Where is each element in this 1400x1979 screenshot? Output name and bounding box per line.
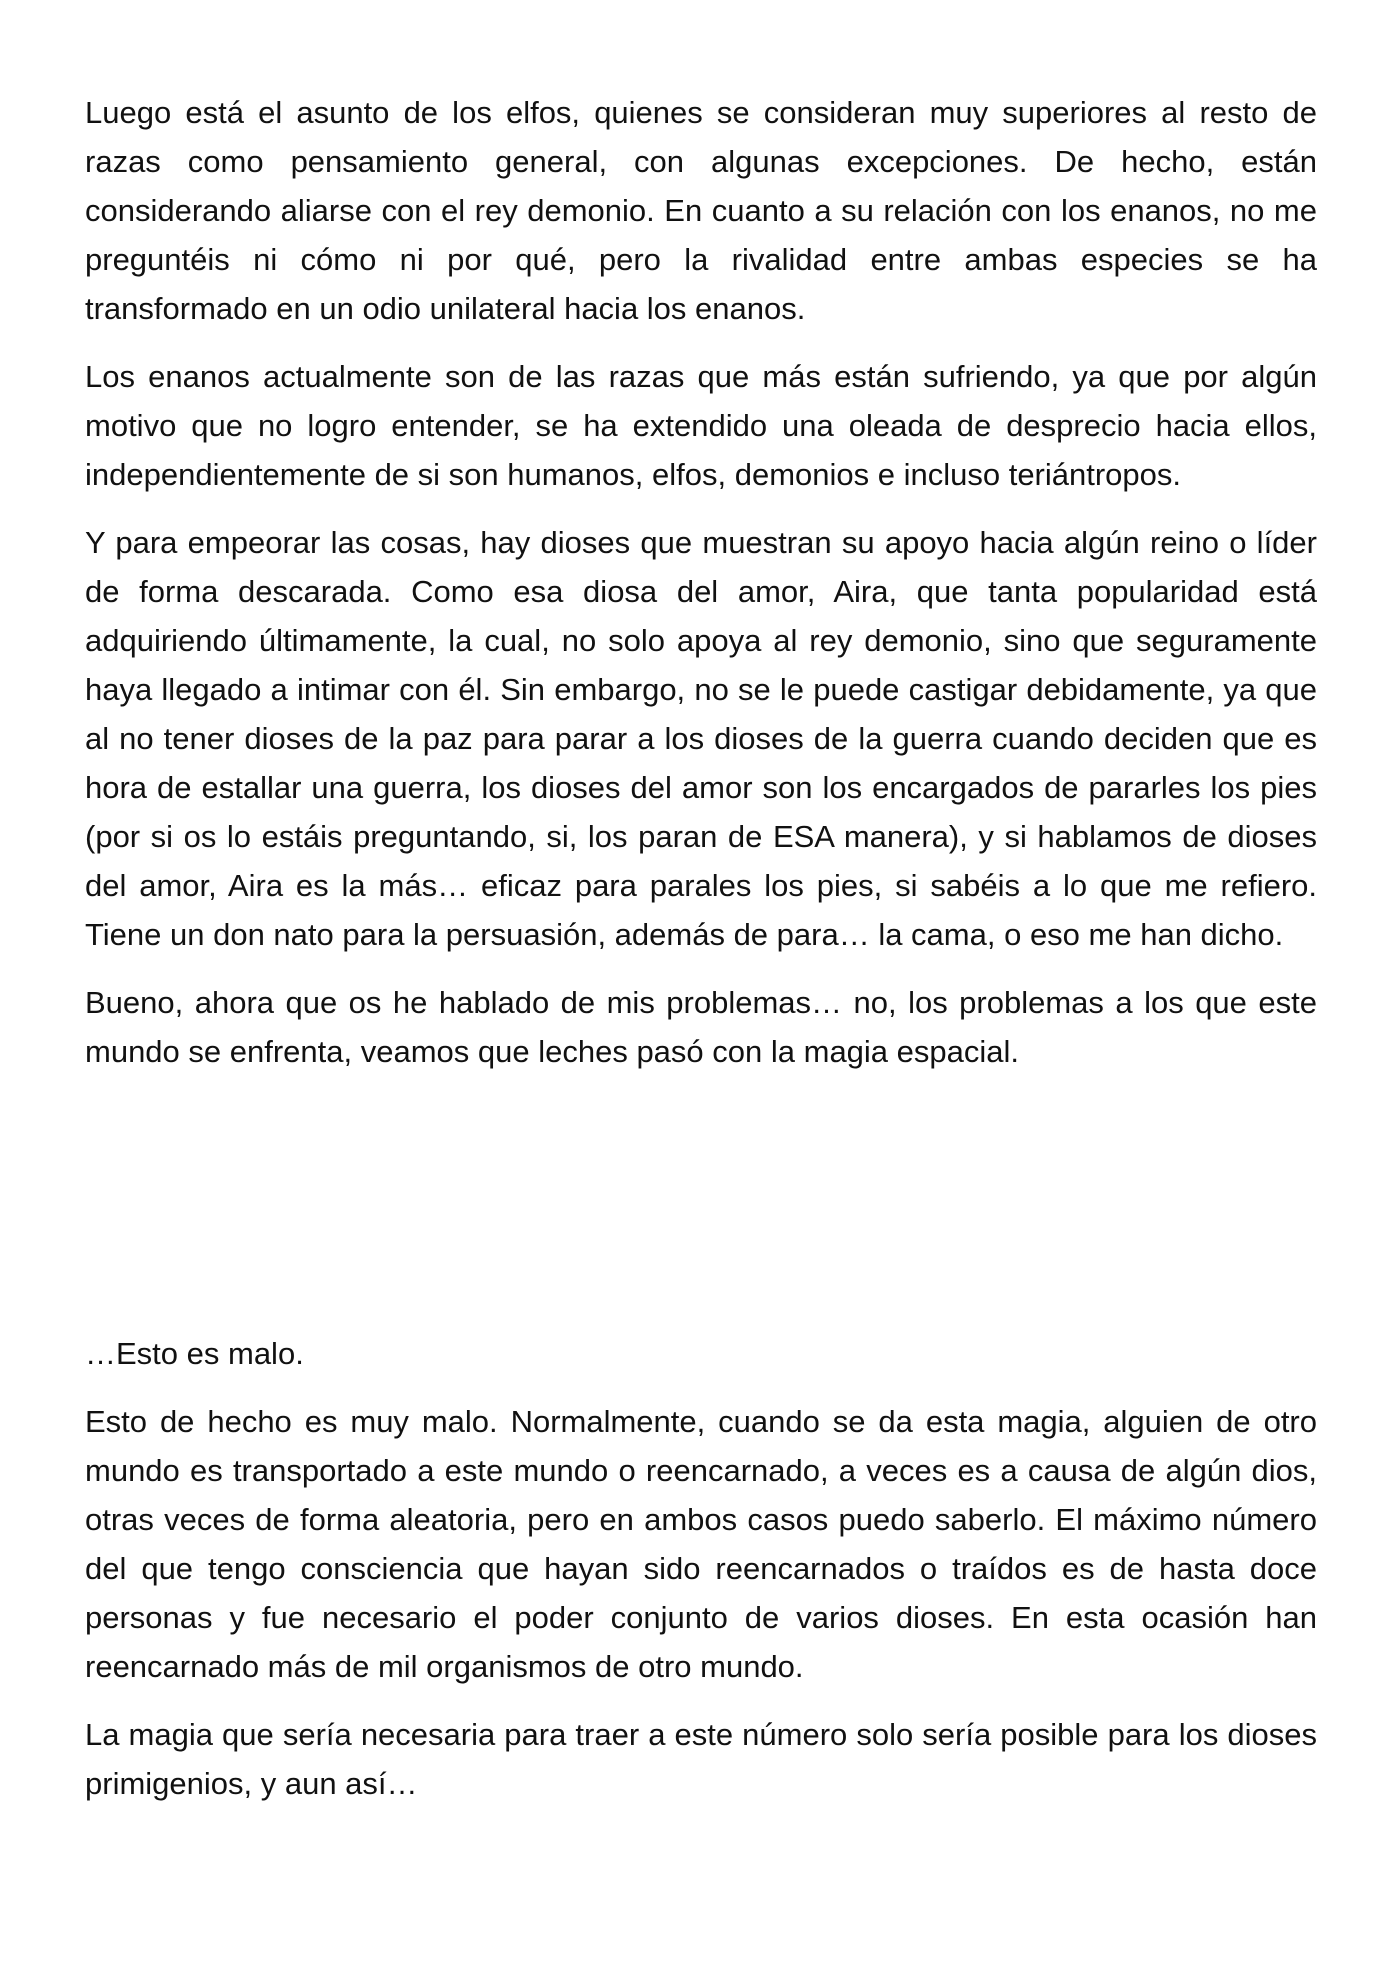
document-page	[85, 88, 1317, 1827]
paragraph-gods: Y para empeorar las cosas, hay dioses que muestran su apoyo hacia algún reino o líder de forma descarada. Como esa diosa del amor, Aira, que tanta popularidad está adquiriendo últimamente, la cual, no solo apoya al rey demonio, sino que seguramente haya llegado a intimar con él. Sin embargo, no se le puede castigar debidamente, ya que al no tener dioses de la paz para parar a los dioses de la guerra cuando deciden que es hora de estallar una guerra, los dioses del amor son los encargados de pararles los pies (por si os lo estáis preguntando, si, los paran de ESA manera), y si hablamos de dioses del amor, Aira es la más… eficaz para parales los pies, si sabéis a lo que me refiero. Tiene un don nato para la persuasión, además de para… la cama, o eso me han dicho.	[85, 525, 1317, 952]
paragraph-primordial-gods: La magia que sería necesaria para traer a este número solo sería posible para los dioses primigenios, y aun así…	[85, 1717, 1317, 1801]
paragraph-dwarves: Los enanos actualmente son de las razas que más están sufriendo, ya que por algún motivo que no logro entender, se ha extendido una oleada de desprecio hacia ellos, independientemente de si son humanos, elfos, demonios e incluso teriántropos.	[85, 359, 1317, 492]
paragraph-very-bad: Esto de hecho es muy malo. Normalmente, cuando se da esta magia, alguien de otro mundo es transportado a este mundo o reencarnado, a veces es a causa de algún dios, otras veces de forma aleatoria, pero en ambos casos puedo saberlo. El máximo número del que tengo consciencia que hayan sido reencarnados o traídos es de hasta doce personas y fue necesario el poder conjunto de varios dioses. En esta ocasión han reencarnado más de mil organismos de otro mundo.	[85, 1404, 1317, 1684]
paragraph-this-is-bad: …Esto es malo.	[85, 1336, 304, 1371]
section-break	[85, 1095, 1317, 1329]
paragraph-elves: Luego está el asunto de los elfos, quienes se consideran muy superiores al resto de razas como pensamiento general, con algunas excepciones. De hecho, están considerando aliarse con el rey demonio. En cuanto a su relación con los enanos, no me preguntéis ni cómo ni por qué, pero la rivalidad entre ambas especies se ha transformado en un odio unilateral hacia los enanos.	[85, 95, 1317, 326]
paragraph-space-magic-intro: Bueno, ahora que os he hablado de mis problemas… no, los problemas a los que este mundo se enfrenta, veamos que leches pasó con la magia espacial.	[85, 985, 1317, 1069]
